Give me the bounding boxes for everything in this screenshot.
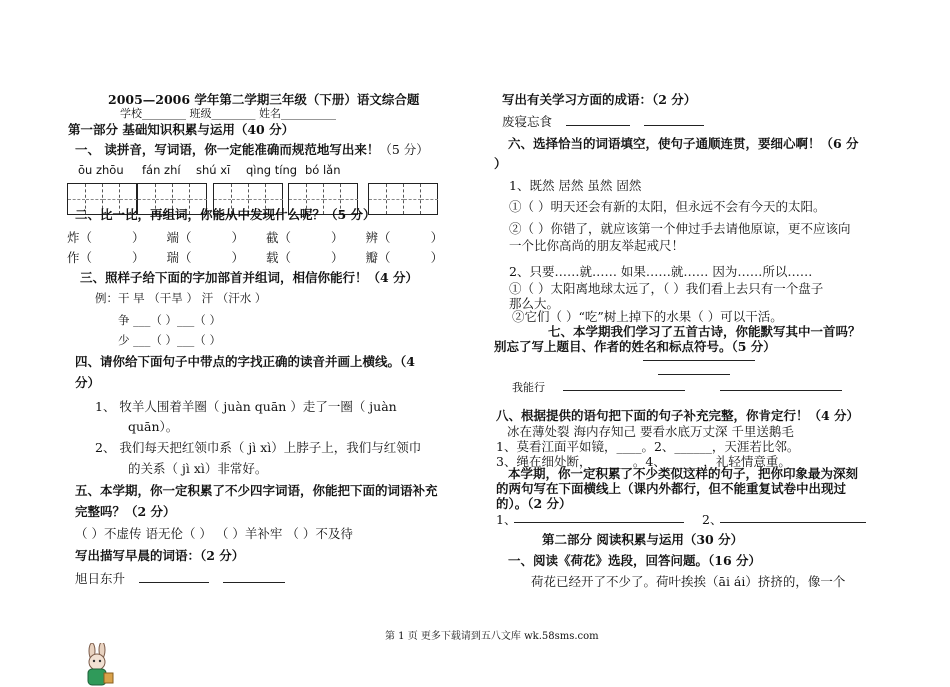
q8-line1[interactable]: 1、莫看江面平如镜，____。2、______，天涯若比邻。	[496, 439, 800, 454]
q7-title: 七、本学期我们学习了五首古诗，你能默写其中一首吗？	[548, 324, 861, 339]
q5-idioms[interactable]: （ ）不虚传 语无伦（ ） （ ）羊补牢 （ ）不及待	[75, 526, 353, 541]
study-idioms-title: 写出有关学习方面的成语：（2 分）	[502, 92, 697, 107]
pinyin-1: ōu zhōu	[78, 163, 124, 177]
q8-phrases: 冰在薄处裂 海内存知己 要看水底万丈深 千里送鹅毛	[507, 424, 794, 439]
writing-grid-5[interactable]	[368, 183, 438, 215]
q3-line1[interactable]: 争 ___（ ）___（ ）	[118, 313, 221, 327]
q6-title-cont: ）	[494, 156, 507, 171]
q7-title-cont: 别忘了写上题目、作者的姓名和标点符号。（5 分）	[494, 339, 776, 354]
q6-words2: 2、只要……就…… 如果……就…… 因为……所以……	[509, 264, 813, 279]
page-title: 2005—2006 学年第二学期三年级（下册）语文综合题	[108, 92, 420, 107]
q6-s1[interactable]: ①（ ）明天还会有新的太阳，但永远不会有今天的太阳。	[509, 199, 826, 214]
q5-title: 五、本学期，你一定积累了不少四字词语，你能把下面的词语补充	[75, 483, 438, 498]
q1-title: 一、 读拼音，写词语，你一定能准确而规范地写出来！（5 分）	[75, 142, 429, 157]
q7-label: 我能行	[512, 381, 545, 394]
q8-title: 八、根据提供的语句把下面的句子补充完整，你肯定行！（4 分）	[496, 408, 860, 423]
q4-sentence1: 1、 牧羊人围着羊圈（ juàn quān ）走了一圈（ juàn	[95, 399, 397, 414]
q6-words1: 1、既然 居然 虽然 固然	[509, 178, 642, 193]
q2-row1: 炸（ ） 端（ ） 截（ ） 辨（ ）	[67, 230, 444, 245]
page-footer: 第 1 页 更多下载请到五八文库 wk.58sms.com	[385, 631, 599, 642]
q4-title-cont: 分）	[75, 375, 101, 390]
q6-title: 六、选择恰当的词语填空，使句子通顺连贯，要细心啊！（6 分	[508, 136, 859, 151]
q4-sentence1-cont: quān）。	[128, 419, 179, 434]
pinyin-2: fán zhí	[142, 163, 181, 177]
q3-line2[interactable]: 少 ___（ ）___（ ）	[118, 333, 221, 347]
pinyin-4: qìng tíng	[246, 163, 298, 177]
q8-line2[interactable]: 3、绳在细处断，______ 。4、______，礼轻情意重。	[496, 454, 791, 469]
morning-words-title: 写出描写早晨的词语：（2 分）	[75, 548, 245, 563]
q9-line2[interactable]	[720, 510, 866, 523]
pinyin-5: bó lǎn	[305, 163, 341, 177]
q3-title: 三、照样子给下面的字加部首并组词，相信你能行！（4 分）	[80, 270, 419, 285]
part2-heading: 第二部分 阅读积累与运用（30 分）	[542, 532, 744, 547]
q6-s4[interactable]: ②它们（ ）“吃”树上掉下的水果（ ）可以干活。	[512, 309, 783, 324]
q3-example: 例：干 早 （干旱 ） 汗 （汗水 ）	[95, 291, 267, 305]
poem-line-1[interactable]	[563, 378, 685, 391]
q4-sentence2: 2、 我们每天把红领巾系（ jì xì）上脖子上，我们与红领巾	[95, 440, 422, 455]
rabbit-mascot-icon	[78, 643, 118, 687]
poem-author-line[interactable]	[658, 362, 730, 375]
q2-title: 二、比一比，再组词，你能从中发现什么呢？（5 分）	[75, 207, 376, 222]
poem-title-line[interactable]	[643, 348, 755, 361]
pinyin-3: shú xī	[196, 163, 231, 177]
q4-sentence2-cont: 的关系（ jì xì）非常好。	[128, 461, 268, 476]
q2-row2: 作（ ） 瑞（ ） 载（ ） 瓣（ ）	[67, 250, 444, 265]
q5-title-cont: 完整吗？（2 分）	[75, 504, 176, 519]
q6-s2-cont: 一个比你高尚的朋友举起戒尺！	[509, 238, 685, 253]
q6-s2[interactable]: ②（ ）你错了，就应该第一个伸过手去请他原谅，更不应该向	[509, 221, 851, 236]
poem-line-2[interactable]	[720, 378, 842, 391]
q6-s3[interactable]: ①（ ）太阳离地球太远了，（ ）我们看上去只有一个盘子	[509, 281, 824, 296]
q9-title: 本学期，你一定积累了不少类似这样的句子，把你印象最为深刻	[508, 466, 859, 481]
morning-words-line[interactable]: 旭日东升	[75, 569, 285, 587]
q9-line1[interactable]	[514, 510, 684, 523]
q9-line1-label: 1、	[496, 512, 517, 527]
reading-title: 一、阅读《荷花》选段，回答问题。（16 分）	[508, 553, 761, 568]
q4-title: 四、请你给下面句子中带点的字找正确的读音并画上横线。（4	[75, 354, 415, 369]
reading-text: 荷花已经开了不少了。荷叶挨挨（āi ái）挤挤的，像一个	[531, 574, 846, 589]
q6-s3-cont: 那么大。	[509, 296, 560, 311]
q9-line2-label: 2、	[702, 512, 723, 527]
school-line: 学校________ 班级________ 姓名__________	[120, 107, 336, 120]
q9-title-cont2: 的）。（2 分）	[496, 496, 572, 511]
study-idioms-line[interactable]: 废寝忘食	[502, 112, 704, 130]
q9-title-cont1: 的两句写在下面横线上（课内外都行，但不能重复试卷中出现过	[496, 481, 847, 496]
part1-heading: 第一部分 基础知识积累与运用（40 分）	[68, 122, 295, 137]
